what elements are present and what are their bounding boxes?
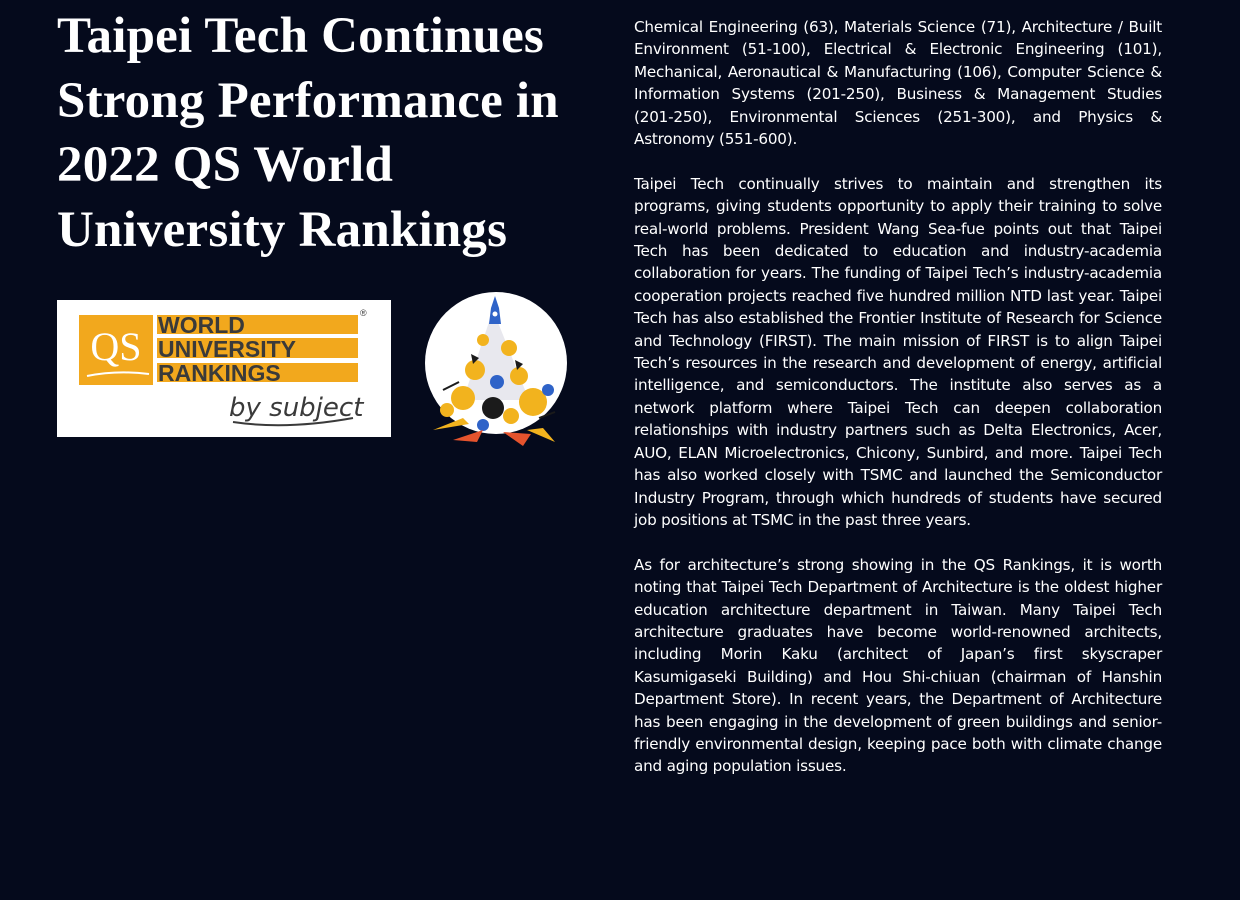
qs-mark-text: QS [90,324,142,369]
logo-word-university: UNIVERSITY [158,336,297,362]
logo-word-world: WORLD [158,312,245,338]
rocket-launch-illustration-icon [423,290,569,450]
article-paragraph-3: As for architecture’s strong showing in the QS Rankings, it is worth noting that Taipei Tech Department of Architecture is the oldest higher education architecture department in Taiwan. Many Taipei Tech architecture graduates have become world-renowned architects, including Morin Kaku (architect of Japan’s first skyscraper Kasumigaseki Building) and Hou Shi-chiuan (chairman of Hanshin Department Store). In recent years, the Department of Architecture has been engaging in the development of green buildings and senior-friendly environmental design, keeping pace both with climate change and aging population issues. [634,555,1162,776]
logo-by-subject: by subject [229,393,364,423]
qs-rankings-logo [57,300,391,437]
logo-word-rankings: RANKINGS [158,360,281,386]
article-headline: Taipei Tech Continues Strong Performance in 2022 QS World University Rankings [57,8,559,258]
registered-mark: ® [360,308,367,318]
article-body [634,16,1162,800]
article-paragraph-2: Taipei Tech continually strives to maintain and strengthen its programs, giving students opportunity to apply their training to solve real-world problems. President Wang Sea-fue points out that Taipei Tech has been dedicated to education and industry-academia collaboration for years. The funding of Taipei Tech’s industry-academia cooperation projects reached five hundred million NTD last year. Taipei Tech has also established the Frontier Institute of Research for Science and Technology (FIRST). The main mission of FIRST is to align Taipei Tech’s resources in the research and development of energy, artificial intelligence, and semiconductors. The institute also serves as a network platform where Taipei Tech can deepen collaboration relationships with industry partners such as Delta Electronics, Acer, AUO, ELAN Microelectronics, Chicony, Sunbird, and more. Taipei Tech has also worked closely with TSMC and launched the Semiconductor Industry Program, through which hundreds of students have secured job positions at TSMC in the past three years. [634,174,1162,529]
article-paragraph-1: Chemical Engineering (63), Materials Science (71), Architecture / Built Environment (51-100), Electrical & Electronic Engineering (101), Mechanical, Aeronautical & Manufacturing (106), Computer Science & Information Systems (201-250), Business & Management Studies (201-250), Environmental Sciences (251-300), and Physics & Astronomy (551-600). [634,18,1162,149]
